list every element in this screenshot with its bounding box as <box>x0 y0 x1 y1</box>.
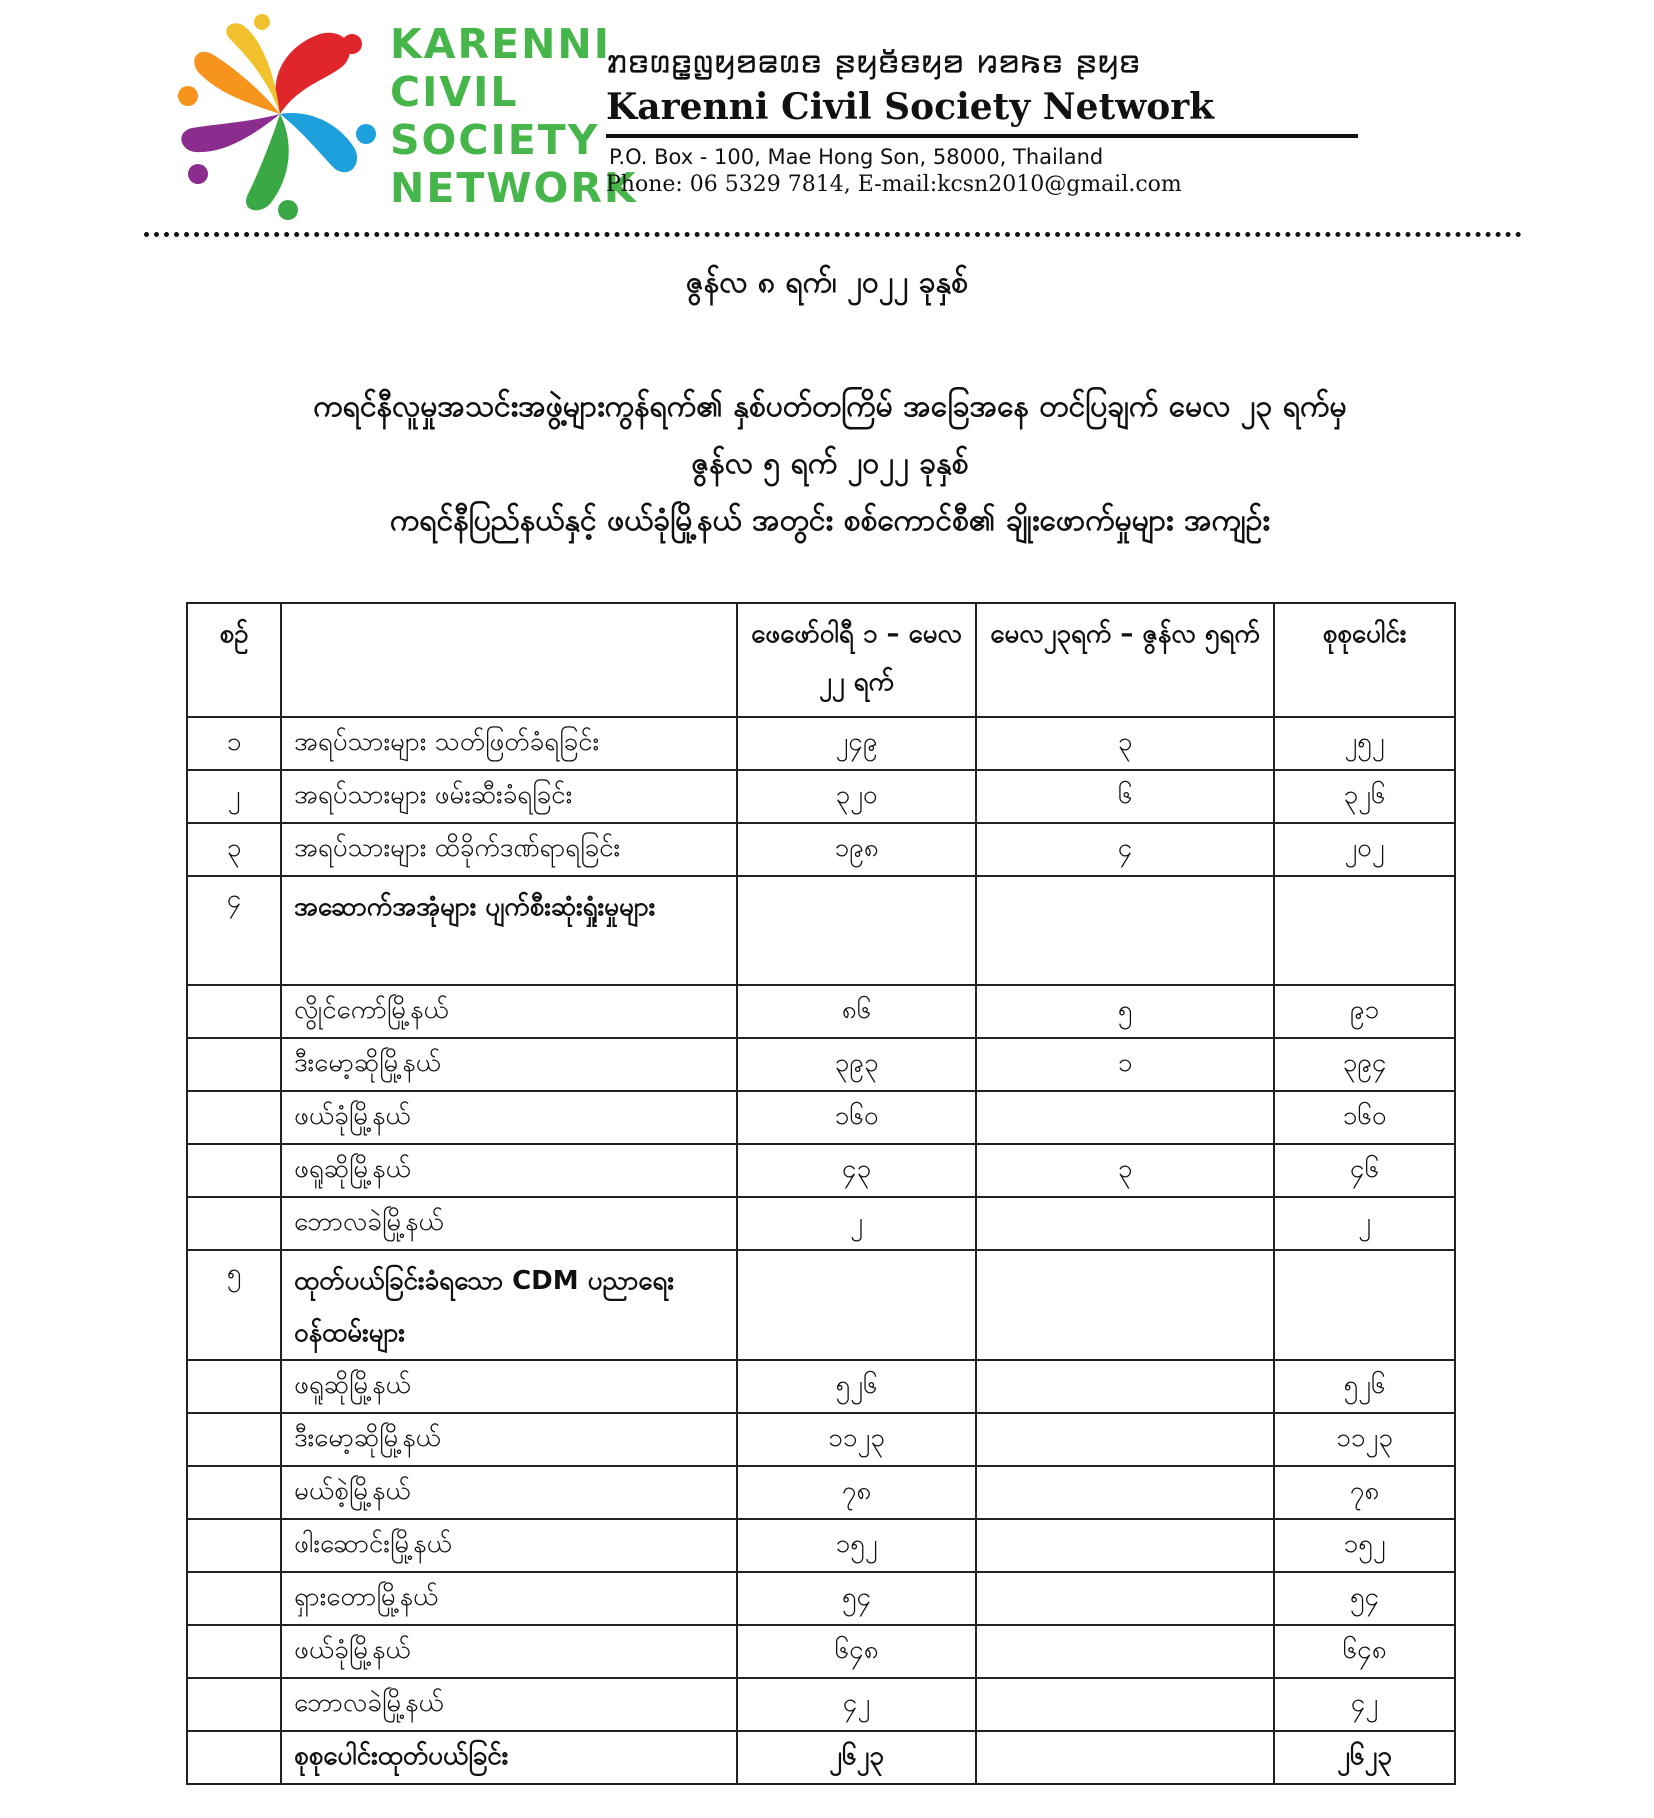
table-row <box>187 1197 1455 1250</box>
row-index <box>187 1144 281 1197</box>
row-total: ၂ <box>1274 1197 1455 1250</box>
row-label: ဖရူဆိုမြို့နယ် <box>281 1360 737 1413</box>
row-index <box>187 1572 281 1625</box>
row-label: ဖယ်ခုံမြို့နယ် <box>281 1091 737 1144</box>
table-section-row <box>187 1250 1455 1360</box>
row-period-2: ၆ <box>976 770 1274 823</box>
table-row <box>187 1038 1455 1091</box>
logo-head-blue <box>356 124 376 144</box>
violations-table <box>186 602 1456 1785</box>
row-period-2 <box>976 1250 1274 1360</box>
letterhead-rule <box>606 134 1358 138</box>
logo-head-red <box>342 34 362 54</box>
logo-petal-blue <box>280 113 357 172</box>
logo-petal-purple <box>181 114 280 152</box>
row-total: ၃၉၄ <box>1274 1038 1455 1091</box>
row-period-1 <box>737 1250 976 1360</box>
dotted-divider <box>144 232 1522 237</box>
table-total-row <box>187 1731 1455 1784</box>
header-item <box>281 603 737 717</box>
row-period-2 <box>976 1519 1274 1572</box>
row-index: ၁ <box>187 717 281 770</box>
row-total <box>1274 876 1455 985</box>
row-total: ၁၆၀ <box>1274 1091 1455 1144</box>
row-total: ၅၂၆ <box>1274 1360 1455 1413</box>
table-row <box>187 1466 1455 1519</box>
row-period-2 <box>976 1413 1274 1466</box>
row-period-1: ၂ <box>737 1197 976 1250</box>
kcsn-logo <box>170 14 390 224</box>
row-period-1: ၂၆၂၃ <box>737 1731 976 1784</box>
row-total <box>1274 1250 1455 1360</box>
row-period-1: ၃၂၀ <box>737 770 976 823</box>
row-index: ၅ <box>187 1250 281 1360</box>
row-label: မယ်စဲ့မြို့နယ် <box>281 1466 737 1519</box>
table-row <box>187 985 1455 1038</box>
row-index <box>187 1091 281 1144</box>
row-label: ဒီးမော့ဆိုမြို့နယ် <box>281 1038 737 1091</box>
row-label: လွိုင်ကော်မြို့နယ် <box>281 985 737 1038</box>
row-period-2 <box>976 1731 1274 1784</box>
row-index <box>187 1731 281 1784</box>
table-header-row <box>187 603 1455 717</box>
header-period-2: မေလ၂၃ရက် – ဇွန်လ ၅ရက် <box>976 603 1274 717</box>
header-period-1: ဖေဖော်ဝါရီ ၁ – မေလ ၂၂ ရက် <box>737 603 976 717</box>
logo-word-2: CIVIL <box>390 68 519 116</box>
org-contact: Phone: 06 5329 7814, E-mail:kcsn2010@gmail.com <box>606 172 1182 197</box>
row-period-2: ၄ <box>976 823 1274 876</box>
row-label: အရပ်သားများ ထိခိုက်ဒဏ်ရာရခြင်း <box>281 823 737 876</box>
row-total: ၂၅၂ <box>1274 717 1455 770</box>
row-total: ၉၁ <box>1274 985 1455 1038</box>
row-label: စုစုပေါင်းထုတ်ပယ်ခြင်း <box>281 1731 737 1784</box>
row-period-1: ၁၁၂၃ <box>737 1413 976 1466</box>
row-period-2: ၅ <box>976 985 1274 1038</box>
logo-head-purple <box>188 164 208 184</box>
row-label: ဘောလခဲမြို့နယ် <box>281 1678 737 1731</box>
row-period-2 <box>976 1360 1274 1413</box>
row-index <box>187 1413 281 1466</box>
row-index <box>187 1519 281 1572</box>
table-row <box>187 770 1455 823</box>
row-index <box>187 1197 281 1250</box>
row-label: ဘောလခဲမြို့နယ် <box>281 1197 737 1250</box>
row-index: ၄ <box>187 876 281 985</box>
row-period-2: ၃ <box>976 717 1274 770</box>
row-period-1: ၆၄၈ <box>737 1625 976 1678</box>
row-total: ၁၅၂ <box>1274 1519 1455 1572</box>
title-line-1: ကရင်နီလူမှုအသင်းအဖွဲ့များကွန်ရက်၏ နှစ်ပတ်တကြိမ် အခြေအနေ တင်ပြချက် မေလ ၂၃ ရက်မှ <box>313 389 1347 424</box>
row-label: ဒီးမော့ဆိုမြို့နယ် <box>281 1413 737 1466</box>
row-label: အရပ်သားများ ဖမ်းဆီးခံရခြင်း <box>281 770 737 823</box>
table-section-row <box>187 876 1455 985</box>
row-period-2 <box>976 1466 1274 1519</box>
logo-word-1: KARENNI <box>390 20 611 68</box>
row-period-1: ၄၃ <box>737 1144 976 1197</box>
header-index: စဉ် <box>187 603 281 717</box>
row-index <box>187 1678 281 1731</box>
logo-wordmark <box>390 20 638 212</box>
row-period-1: ၄၂ <box>737 1678 976 1731</box>
table-row <box>187 1678 1455 1731</box>
report-date: ဇွန်လ ၈ ရက်၊ ၂၀၂၂ ခုနှစ် <box>685 265 969 300</box>
row-index <box>187 1038 281 1091</box>
row-total: ၂၆၂၃ <box>1274 1731 1455 1784</box>
row-period-1: ၅၂၆ <box>737 1360 976 1413</box>
logo-petal-red <box>276 33 351 114</box>
row-period-2 <box>976 1197 1274 1250</box>
row-period-1: ၁၉၈ <box>737 823 976 876</box>
logo-word-3: SOCIETY <box>390 116 600 164</box>
row-period-2 <box>976 876 1274 985</box>
table-row <box>187 1413 1455 1466</box>
row-period-2: ၃ <box>976 1144 1274 1197</box>
row-period-1: ၈၆ <box>737 985 976 1038</box>
row-period-2 <box>976 1625 1274 1678</box>
row-period-2 <box>976 1091 1274 1144</box>
header-total: စုစုပေါင်း <box>1274 603 1455 717</box>
row-label: အဆောက်အအုံများ ပျက်စီးဆုံးရှုံးမှုများ <box>281 876 737 985</box>
table-row <box>187 1091 1455 1144</box>
row-index: ၃ <box>187 823 281 876</box>
row-period-2 <box>976 1572 1274 1625</box>
logo-head-green <box>278 200 298 220</box>
row-total: ၄၆ <box>1274 1144 1455 1197</box>
row-label: အရပ်သားများ သတ်ဖြတ်ခံရခြင်း <box>281 717 737 770</box>
logo-head-orange <box>178 86 198 106</box>
row-period-1: ၁၆၀ <box>737 1091 976 1144</box>
row-label: ရှားတောမြို့နယ် <box>281 1572 737 1625</box>
table-row <box>187 1572 1455 1625</box>
row-index <box>187 1360 281 1413</box>
row-index <box>187 1466 281 1519</box>
row-period-1: ၂၄၉ <box>737 717 976 770</box>
row-period-1: ၇၈ <box>737 1466 976 1519</box>
row-index <box>187 985 281 1038</box>
row-total: ၄၂ <box>1274 1678 1455 1731</box>
row-total: ၅၄ <box>1274 1572 1455 1625</box>
row-period-1: ၃၉၃ <box>737 1038 976 1091</box>
title-line-3: ကရင်နီပြည်နယ်နှင့် ဖယ်ခုံမြို့နယ် အတွင်း စစ်ကောင်စီ၏ ချိုးဖောက်မှုများ အကျဉ်း <box>389 503 1270 538</box>
row-label: ဖါးဆောင်းမြို့နယ် <box>281 1519 737 1572</box>
row-label: ထုတ်ပယ်ခြင်းခံရသော CDM ပညာရေးဝန်ထမ်းများ <box>281 1250 737 1360</box>
table-row <box>187 1519 1455 1572</box>
row-period-1: ၁၅၂ <box>737 1519 976 1572</box>
report-title <box>170 378 1490 549</box>
row-period-2: ၁ <box>976 1038 1274 1091</box>
logo-head-yellow <box>254 14 270 30</box>
table-row <box>187 823 1455 876</box>
table-row <box>187 1144 1455 1197</box>
row-period-2 <box>976 1678 1274 1731</box>
org-name-english: Karenni Civil Society Network <box>606 86 1215 128</box>
row-period-1: ၅၄ <box>737 1572 976 1625</box>
row-index: ၂ <box>187 770 281 823</box>
table-row <box>187 1360 1455 1413</box>
logo-word-4: NETWORK <box>390 164 638 212</box>
row-total: ၂၀၂ <box>1274 823 1455 876</box>
title-line-2: ဇွန်လ ၅ ရက် ၂၀၂၂ ခုနှစ် <box>691 446 969 481</box>
row-index <box>187 1625 281 1678</box>
row-total: ၇၈ <box>1274 1466 1455 1519</box>
row-total: ၆၄၈ <box>1274 1625 1455 1678</box>
row-label: ဖယ်ခုံမြို့နယ် <box>281 1625 737 1678</box>
row-label: ဖရူဆိုမြို့နယ် <box>281 1144 737 1197</box>
org-address: P.O. Box - 100, Mae Hong Son, 58000, Thailand <box>609 145 1104 169</box>
table-row <box>187 717 1455 770</box>
org-name-karenni: ꤊꤢꤛꤢ꤭ꤜꤟꤤꤘꤛꤢ ꤔꤟꤢꤩꤩꤢꤟꤤ ꤙꤤꤒꤢ ꤔꤟꤢ <box>606 40 1141 81</box>
row-total: ၁၁၂၃ <box>1274 1413 1455 1466</box>
row-period-1 <box>737 876 976 985</box>
table-row <box>187 1625 1455 1678</box>
row-total: ၃၂၆ <box>1274 770 1455 823</box>
